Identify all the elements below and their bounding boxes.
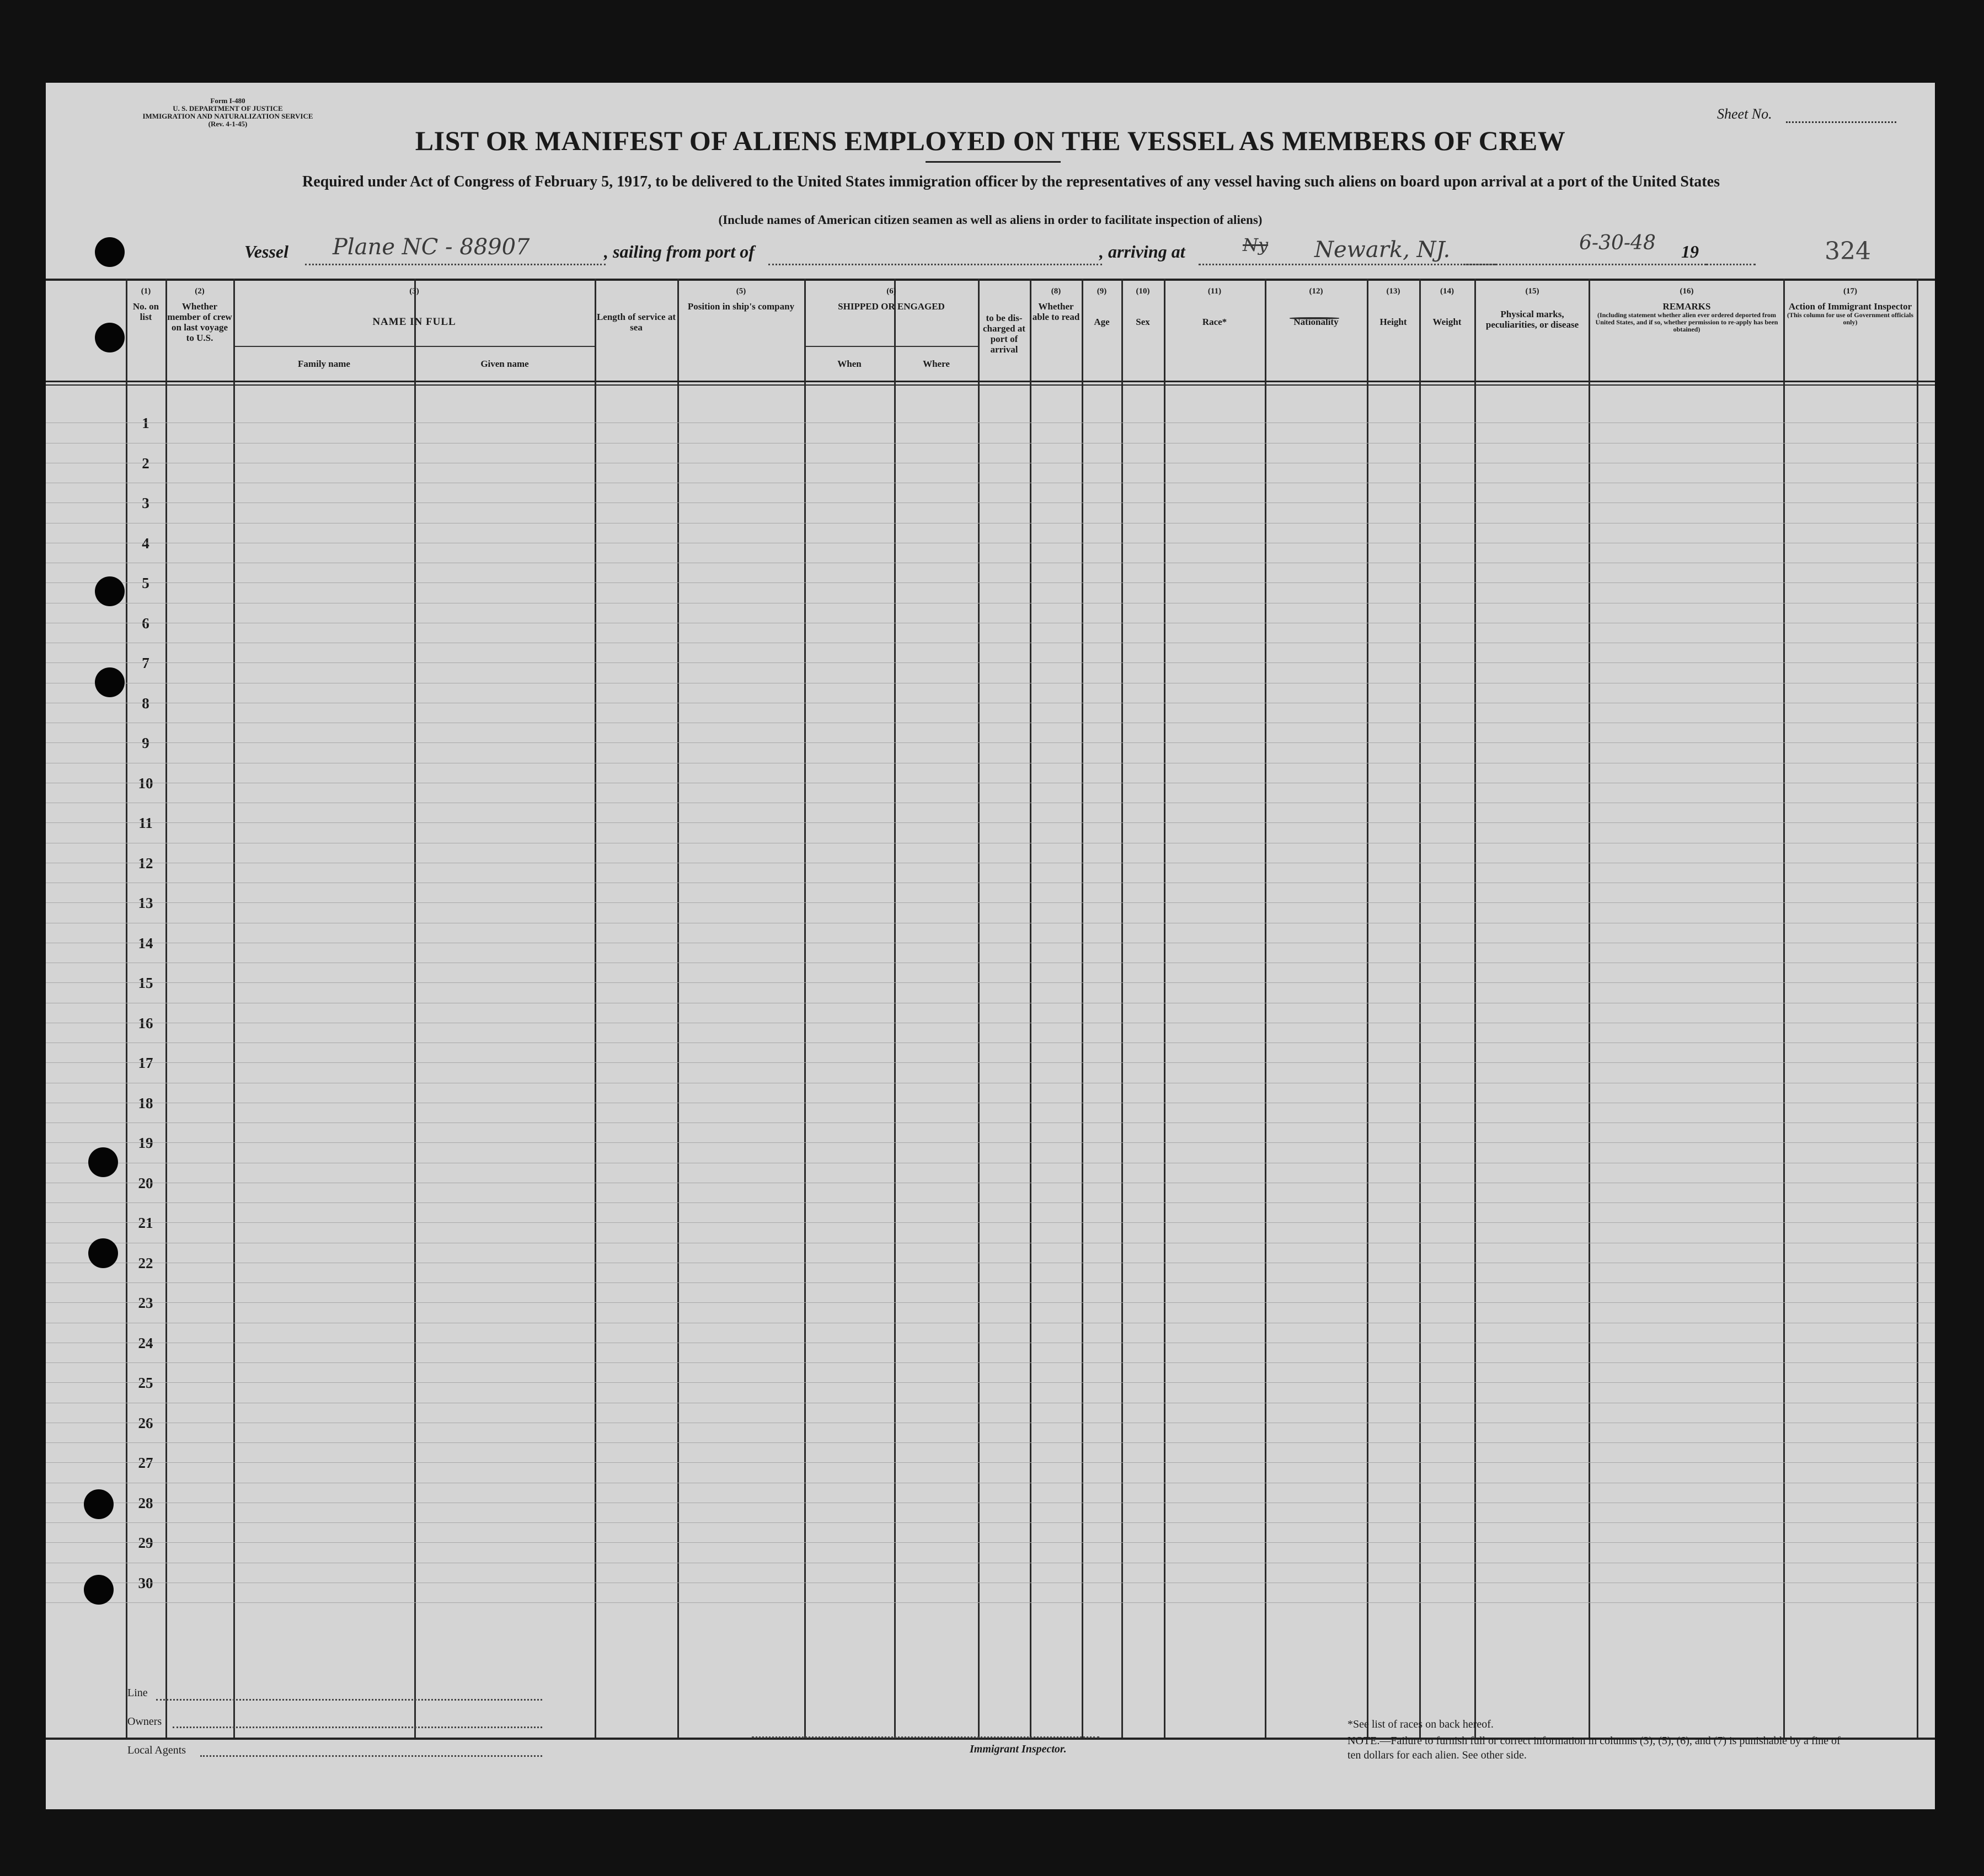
header-num: (13) bbox=[1386, 287, 1400, 296]
vessel-field bbox=[305, 264, 606, 265]
header-nationality bbox=[1266, 286, 1366, 327]
row-number: 3 bbox=[142, 495, 149, 511]
row-rule bbox=[46, 1362, 1935, 1363]
row-rule bbox=[46, 1062, 1935, 1063]
col-divider-19 bbox=[1783, 279, 1785, 1738]
service-name: IMMIGRATION AND NATURALIZATION SERVICE bbox=[142, 112, 313, 120]
col-divider-12 bbox=[1121, 279, 1123, 1738]
col-divider-17 bbox=[1474, 279, 1476, 1738]
header-label: Height bbox=[1379, 317, 1407, 327]
inspector-signature-field bbox=[752, 1736, 1099, 1738]
header-inspector-action bbox=[1785, 286, 1916, 326]
row-number: 13 bbox=[138, 895, 153, 911]
row-rule bbox=[46, 1522, 1935, 1523]
header-name-in-full bbox=[235, 286, 593, 327]
col-divider-20 bbox=[1917, 279, 1918, 1738]
row-rule bbox=[46, 982, 1935, 983]
binder-hole bbox=[84, 1489, 114, 1519]
row-rule bbox=[46, 1222, 1935, 1223]
col-divider-10 bbox=[1030, 279, 1031, 1738]
header-race bbox=[1165, 286, 1264, 327]
year-field bbox=[1706, 264, 1756, 265]
line-label: Line bbox=[127, 1687, 148, 1699]
row-rule bbox=[46, 1542, 1935, 1543]
header-num: (11) bbox=[1207, 287, 1222, 296]
row-number: 18 bbox=[138, 1094, 153, 1111]
line-field bbox=[156, 1699, 542, 1701]
row-rule bbox=[46, 582, 1935, 583]
row-rule bbox=[46, 1302, 1935, 1303]
table-top-border bbox=[46, 279, 1935, 281]
row-number: 12 bbox=[138, 854, 153, 872]
row-rule bbox=[46, 1602, 1935, 1603]
col-divider-11 bbox=[1082, 279, 1083, 1738]
binder-hole bbox=[95, 323, 125, 352]
header-shipped-engaged bbox=[806, 286, 977, 312]
row-number: 19 bbox=[138, 1135, 153, 1151]
row-number: 9 bbox=[142, 735, 149, 751]
row-number: 27 bbox=[138, 1455, 153, 1471]
header-where: Where bbox=[923, 359, 950, 369]
header-num: (15) bbox=[1525, 287, 1539, 296]
sheet-number-field bbox=[1786, 121, 1896, 123]
inspector-label: Immigrant Inspector. bbox=[970, 1743, 1067, 1755]
header-label: Action of Immigrant Inspector bbox=[1788, 301, 1912, 312]
header-num: (9) bbox=[1097, 287, 1107, 296]
year-label: 19 bbox=[1681, 242, 1699, 261]
row-number: 28 bbox=[138, 1494, 153, 1511]
stamp-number: 324 bbox=[1825, 237, 1871, 265]
row-number: 14 bbox=[138, 934, 153, 952]
date-field bbox=[1463, 264, 1706, 265]
vessel-label: Vessel bbox=[244, 242, 288, 261]
header-num: (5) bbox=[736, 287, 746, 296]
header-able-to-read bbox=[1031, 286, 1081, 322]
vessel-value: Plane NC - 88907 bbox=[333, 234, 530, 260]
owners-field bbox=[173, 1727, 542, 1728]
arriving-value: Newark, NJ. bbox=[1314, 237, 1451, 263]
col-divider-8 bbox=[894, 279, 896, 1738]
header-weight bbox=[1421, 286, 1473, 327]
row-number: 23 bbox=[138, 1295, 153, 1311]
binder-hole bbox=[84, 1575, 114, 1605]
col-divider-3 bbox=[233, 279, 235, 1738]
col-divider-15 bbox=[1367, 279, 1368, 1738]
row-rule bbox=[46, 742, 1935, 743]
col-divider-6 bbox=[677, 279, 679, 1738]
header-num: (10) bbox=[1136, 287, 1150, 296]
header-label: REMARKS bbox=[1662, 301, 1711, 312]
date-value: 6-30-48 bbox=[1579, 232, 1656, 254]
header-last-voyage bbox=[167, 286, 232, 343]
header-height bbox=[1368, 286, 1418, 327]
row-number: 17 bbox=[138, 1055, 153, 1071]
header-label: Whether member of crew on last voyage to U.S. bbox=[167, 301, 232, 343]
header-label: No. on list bbox=[132, 301, 159, 322]
department-name: U. S. DEPARTMENT OF JUSTICE bbox=[173, 104, 283, 113]
row-number: 22 bbox=[138, 1254, 153, 1271]
col-divider-13 bbox=[1164, 279, 1165, 1738]
col-divider-16 bbox=[1419, 279, 1421, 1738]
include-note: (Include names of American citizen seamen as well as aliens in order to facilitate inspection of aliens) bbox=[718, 213, 1263, 227]
header-label: Physical marks, peculiarities, or disease bbox=[1485, 309, 1579, 330]
header-num: (3) bbox=[409, 287, 419, 296]
nationality-mark bbox=[1290, 317, 1339, 319]
header-label: Race* bbox=[1202, 317, 1227, 327]
header-physical-marks bbox=[1480, 286, 1585, 330]
crew-table bbox=[46, 279, 1935, 1738]
races-note: *See list of races on back hereof. bbox=[1347, 1718, 1494, 1730]
header-when: When bbox=[837, 359, 862, 369]
binder-hole bbox=[95, 237, 125, 267]
header-label: Whether able to read bbox=[1032, 301, 1080, 322]
row-number: 26 bbox=[138, 1414, 153, 1431]
binder-hole bbox=[95, 667, 125, 697]
header-length-service: Length of service at sea bbox=[596, 312, 676, 333]
penalty-note: NOTE.—Failure to furnish full or correct information in columns (3), (5), (6), and (7) is punishable by a fine of ten dollars for each alien. See other side. bbox=[1347, 1735, 1841, 1761]
binder-hole bbox=[88, 1147, 118, 1177]
row-number: 24 bbox=[138, 1334, 153, 1351]
header-num: (6) bbox=[886, 287, 896, 296]
header-position bbox=[679, 286, 803, 312]
header-label: Age bbox=[1094, 317, 1110, 327]
header-given-name: Given name bbox=[480, 359, 529, 369]
row-rule bbox=[46, 1442, 1935, 1443]
header-discharged: to be dis- charged at port of arrival bbox=[983, 313, 1025, 355]
form-identifier bbox=[137, 97, 319, 128]
col-divider-18 bbox=[1589, 279, 1590, 1738]
row-rule bbox=[46, 822, 1935, 823]
sheet-number-label: Sheet No. bbox=[1717, 106, 1772, 122]
requirement-text: Required under Act of Congress of February 5, 1917, to be delivered to the United States immigration officer by the representatives of any vessel having such aliens on board upon arrival at a port of the United States bbox=[302, 173, 1720, 190]
header-num: (8) bbox=[1051, 287, 1061, 296]
arriving-at-field bbox=[1199, 264, 1496, 265]
form-number: Form I-480 bbox=[210, 97, 245, 105]
header-bottom-border-2 bbox=[46, 384, 1935, 386]
row-number: 6 bbox=[142, 614, 149, 632]
row-rule bbox=[46, 1142, 1935, 1143]
header-num: (14) bbox=[1440, 287, 1454, 296]
row-rule bbox=[46, 662, 1935, 663]
row-number: 1 bbox=[142, 415, 149, 431]
row-number: 21 bbox=[138, 1215, 153, 1231]
binder-hole bbox=[95, 576, 125, 606]
header-sublabel: (This column for use of Government officials only) bbox=[1787, 311, 1914, 326]
header-label: Weight bbox=[1432, 317, 1462, 327]
col-divider-14 bbox=[1265, 279, 1266, 1738]
row-rule bbox=[46, 1282, 1935, 1283]
header-no-on-list bbox=[127, 286, 164, 322]
header-num: (1) bbox=[141, 287, 151, 296]
col-divider-9 bbox=[978, 279, 980, 1738]
owners-label: Owners bbox=[127, 1715, 162, 1728]
arriving-struck-value: Ny bbox=[1243, 234, 1269, 255]
row-number: 4 bbox=[142, 535, 149, 552]
header-num: (17) bbox=[1843, 287, 1857, 296]
row-number: 20 bbox=[138, 1174, 153, 1191]
col-divider-2 bbox=[165, 279, 167, 1738]
header-num: (2) bbox=[195, 287, 205, 296]
row-number: 11 bbox=[138, 815, 153, 831]
header-label: NAME IN FULL bbox=[372, 316, 456, 328]
row-number: 25 bbox=[138, 1375, 153, 1391]
row-number: 5 bbox=[142, 575, 149, 591]
header-sublabel: (Including statement whether alien ever ordered deported from United States, and if so, whether permission to re-apply has been obtained) bbox=[1595, 311, 1778, 333]
col-divider-4 bbox=[414, 279, 416, 1738]
header-label: Sex bbox=[1136, 317, 1150, 327]
sailing-from-label: , sailing from port of bbox=[604, 242, 755, 261]
header-label: Nationality bbox=[1293, 317, 1339, 327]
row-number: 10 bbox=[138, 774, 153, 792]
header-age bbox=[1083, 286, 1120, 327]
row-number: 30 bbox=[138, 1574, 153, 1591]
local-agents-label: Local Agents bbox=[127, 1744, 186, 1756]
col-divider-7 bbox=[804, 279, 806, 1738]
header-bottom-border bbox=[46, 381, 1935, 382]
row-number: 29 bbox=[138, 1535, 153, 1551]
binder-hole bbox=[88, 1238, 118, 1268]
revision-date: (Rev. 4-1-45) bbox=[208, 120, 248, 128]
sailing-from-field bbox=[768, 264, 1102, 265]
shipped-subheader-rule bbox=[804, 346, 978, 347]
row-number: 7 bbox=[142, 655, 149, 671]
row-number: 15 bbox=[138, 975, 153, 991]
col-divider-5 bbox=[595, 279, 596, 1738]
title-rule bbox=[926, 161, 1061, 163]
header-label: SHIPPED OR ENGAGED bbox=[838, 301, 945, 312]
form-title: LIST OR MANIFEST OF ALIENS EMPLOYED ON THE VESSEL AS MEMBERS OF CREW bbox=[415, 125, 1566, 156]
header-sex bbox=[1123, 286, 1163, 327]
header-num: (16) bbox=[1680, 287, 1694, 296]
row-rule bbox=[46, 1382, 1935, 1383]
row-number: 16 bbox=[138, 1014, 153, 1031]
row-rule bbox=[46, 1202, 1935, 1203]
arriving-at-label: , arriving at bbox=[1099, 242, 1185, 261]
header-remarks bbox=[1593, 286, 1780, 333]
row-number: 8 bbox=[142, 694, 149, 712]
header-num: (12) bbox=[1309, 287, 1323, 296]
row-number: 2 bbox=[142, 455, 149, 472]
header-label: Position in ship's company bbox=[687, 301, 795, 312]
manifest-sheet bbox=[46, 83, 1935, 1809]
local-agents-field bbox=[200, 1755, 542, 1757]
row-rule bbox=[46, 902, 1935, 903]
row-rule bbox=[46, 1462, 1935, 1463]
header-family-name: Family name bbox=[298, 359, 350, 369]
